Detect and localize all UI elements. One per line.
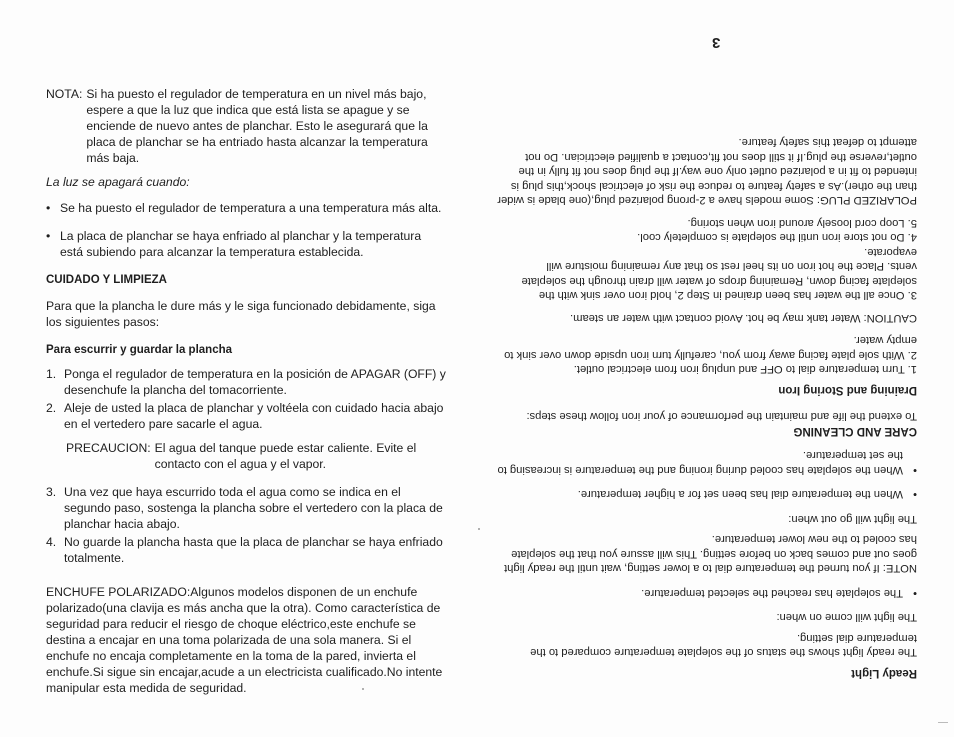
come-on-caption: The light will come on when: [776,611,917,624]
caution-text-en: CAUTION: Water tank may be hot. Avoid contact with water an steam. [570,312,917,324]
scan-speck [478,528,480,530]
drain-heading-en: Draining and Storing Iron [778,384,917,396]
page-edge-mark [938,722,948,723]
page-number: 3 [712,34,721,51]
step-item [46,366,446,398]
note-text: NOTE: If you turned the temperature dial to a lower setting, wait until the ready light goes out and comes back on before setting. This will assure you that the soleplate has cooled to the new lower temperature. [504,533,917,575]
care-heading: CUIDADO Y LIMPIEZA [46,274,167,286]
step-number: 1. [46,367,57,381]
caution-block [66,440,446,472]
step-number: 2. [46,401,57,415]
list-item: • When the soleplate has cooled during ironing and the temperature is increasing to the set temperature. [497,448,917,477]
step-text: Aleje de usted la placa de planchar y voltéela con cuidado hacia abajo en el vertedero pare sacarle el agua. [64,401,444,431]
ready-light-text: The ready light shows the status of the soleplate temperature compared to the temperature dial setting. [530,632,917,659]
care-text-en: To extend the life and maintain the performance of your iron follow these steps: [526,410,917,423]
step-item [46,400,446,432]
come-on-list [497,586,917,601]
step-text: No guarde la plancha hasta que la placa de planchar se haya enfriado totalmente. [64,535,443,565]
step-number: 4. [46,535,57,549]
step-text: 1. Turn temperature dial to OFF and unplug iron from electrical outlet. [573,363,917,376]
light-off-caption: La luz se apagará cuando: [46,175,190,189]
nota-label: NOTA: [46,87,83,101]
go-out-list [497,448,917,502]
scan-speck [362,688,364,690]
step-text: Ponga el regulador de temperatura en la posición de APAGAR (OFF) y desenchufe la plancha del tomacorriente. [64,367,446,397]
light-off-list [46,200,446,260]
list-item: • The soleplate has reached the selected temperature. [497,586,917,601]
spanish-column [46,86,446,696]
list-item: • Se ha puesto el regulador de temperatura a una temperatura más alta. [46,200,446,216]
care-heading-en: CARE AND CLEANING [793,425,917,437]
step-text: 4. Do not store iron until the soleplate is completely cool. [637,231,917,244]
step-number: 3. [46,485,57,499]
nota-block [46,86,446,166]
drain-steps-b [46,484,446,566]
english-column-rotated [497,30,917,680]
step-text: Una vez que haya escurrido toda el agua como se indica en el segundo paso, sostenga la plancha sobre el vertedero con la placa de planchar hacia abajo. [64,485,443,531]
english-column [497,135,917,680]
nota-text: Si ha puesto el regulador de temperatura en un nivel más bajo, espere a que la luz que indica que está lista se apague y se enciende de nuevo antes de planchar. Esto le asegurará que la placa de planchar se ha entriado hasta alcanzar la temperatura más baja. [86,87,428,165]
step-text: 5. Loop cord loosely around iron when storing. [687,217,917,229]
step-text: 3. Once all the water has been drained in Step 2, hold iron over sink with the soleplate facing down, Remaining drops of water will drain through the soleplate vents. Place the hot iron on its heel rest so that any remaining moisture will evaporate. [521,246,917,302]
ready-light-heading: Ready Light [851,667,917,679]
caution-text: El agua del tanque puede estar caliente. Evite el contacto con el agua y el vapor. [154,441,417,471]
drain-steps-a [46,366,446,432]
step-text: 2. With sole plate facing away from you, carefully turn iron upside down over sink to empty water. [504,334,917,361]
step-item [46,484,446,532]
list-item: • La placa de planchar se haya enfriado al planchar y la temperatura está subiendo para alcanzar la temperatura establecida. [46,228,446,260]
drain-heading: Para escurrir y guardar la plancha [46,344,233,356]
polarized-plug-text: ENCHUFE POLARIZADO:Algunos modelos disponen de un enchufe polarizado(una clavija es más ancha que la otra). Como característica de seguridad para reducir el riesgo de choque eléctrico,este enchufe se destina a encajar en una toma polarizada de una sola manera. Si el enchufe no encaja completamente en la toma de la pared, invierta el enchufe.Si sigue sin encajar,acude a un electricista cualificado.No intente manipular esta medida de seguridad. [46,585,443,695]
caution-label: PRECAUCION: [66,441,151,455]
care-text: Para que la plancha le dure más y le siga funcionado debidamente, siga los siguientes pasos: [46,299,436,329]
polarized-plug-text-en: POLARIZED PLUG: Some models have a 2-prong polarized plug,(one blade is wider than the other).As a safety feature to reduce the risk of electrical shock,this plug is intended to fit in a polarized outlet only one way.If the plug does not fit fully in the outlet,reverse the plug.If it still does not fit,contact a qualified electrician. Do not attempt to defeat this safety feature. [497,136,917,207]
list-item: • When the temperature dial has been set for a higher temperature. [497,487,917,502]
step-item [46,534,446,566]
go-out-caption: The light will go out when: [788,513,917,525]
